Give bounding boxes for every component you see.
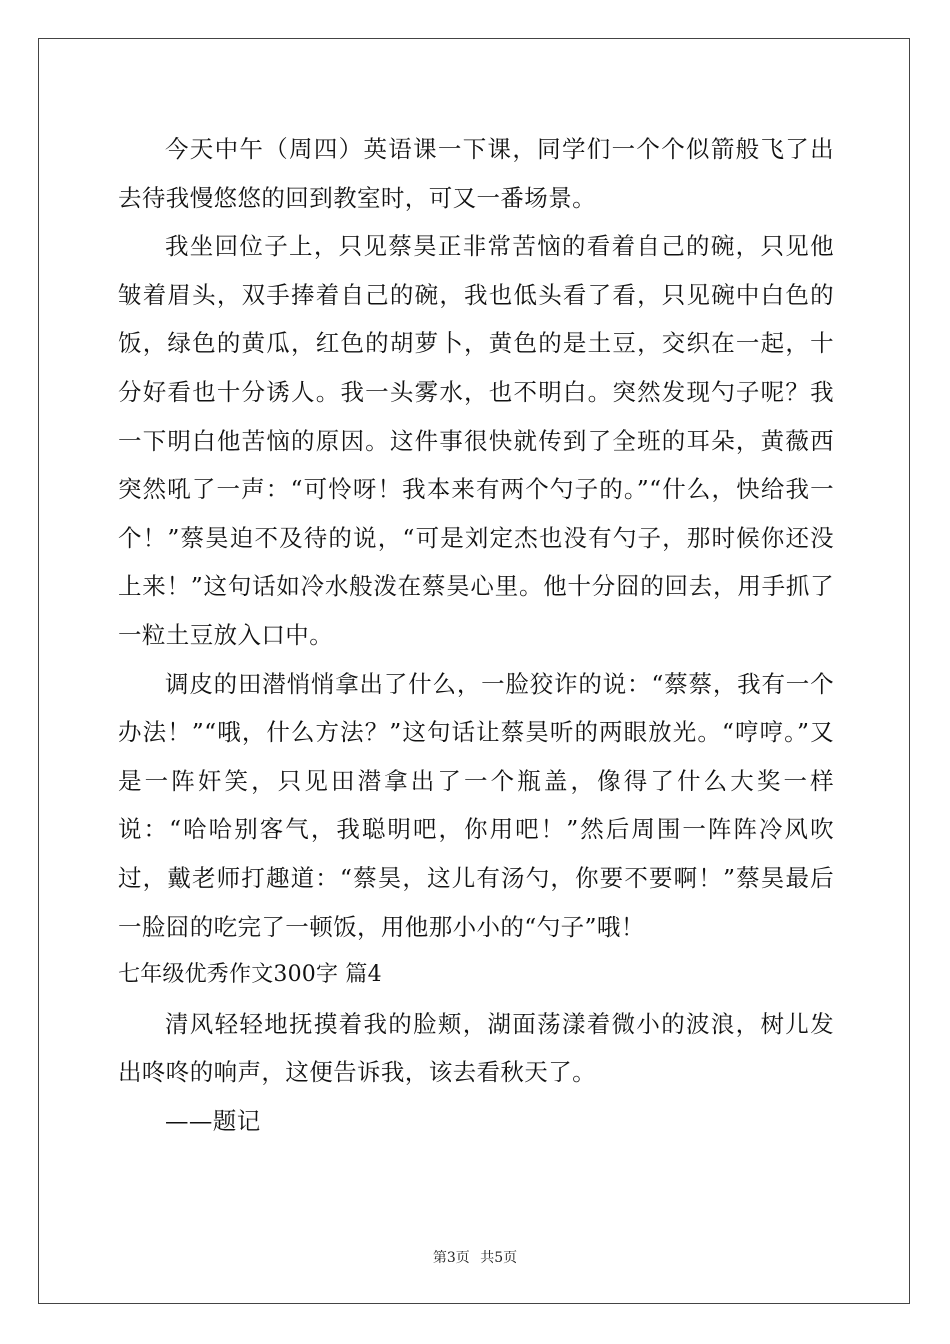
paragraph-1: 今天中午（周四）英语课一下课，同学们一个个似箭般飞了出去待我慢悠悠的回到教室时，可又一番场景。: [118, 135, 834, 212]
paragraph-3: 调皮的田潜悄悄拿出了什么，一脸狡诈的说：“蔡蔡，我有一个办法！”“哦，什么方法？”这句话让蔡昊听的两眼放光。“哼哼。”又是一阵奸笑，只见田潜拿出了一个瓶盖，像得了什么大奖一样说：“哈哈别客气，我聪明吧，你用吧！”然后周围一阵阵冷风吹过，戴老师打趣道：“蔡昊，这儿有汤勺，你要不要啊！”蔡昊最后一脸囧的吃完了一顿饭，用他那小小的“勺子”哦！: [118, 669, 834, 941]
page-number: 第3页: [432, 1250, 470, 1266]
section-paragraph-1: 清风轻轻地抚摸着我的脸颊，湖面荡漾着微小的波浪，树儿发出咚咚的响声，这便告诉我，该去看秋天了。: [118, 1009, 834, 1087]
section-epigraph: ——题记: [165, 1106, 261, 1135]
section-heading: 七年级优秀作文300字 篇4: [118, 962, 382, 988]
page-total: 共5页: [480, 1250, 518, 1266]
document-body: [118, 125, 834, 1145]
paragraph-2: 我坐回位子上，只见蔡昊正非常苦恼的看着自己的碗，只见他皱着眉头，双手捧着自己的碗，我也低头看了看，只见碗中白色的饭，绿色的黄瓜，红色的胡萝卜，黄色的是土豆，交织在一起，十分好看也十分诱人。我一头雾水，也不明白。突然发现勺子呢？我一下明白他苦恼的原因。这件事很快就传到了全班的耳朵，黄薇西突然吼了一声：“可怜呀！我本来有两个勺子的。”“什么，快给我一个！”蔡昊迫不及待的说，“可是刘定杰也没有勺子，那时候你还没上来！”这句话如冷水般泼在蔡昊心里。他十分囧的回去，用手抓了一粒土豆放入口中。: [118, 232, 834, 649]
page-footer: [0, 1247, 950, 1267]
